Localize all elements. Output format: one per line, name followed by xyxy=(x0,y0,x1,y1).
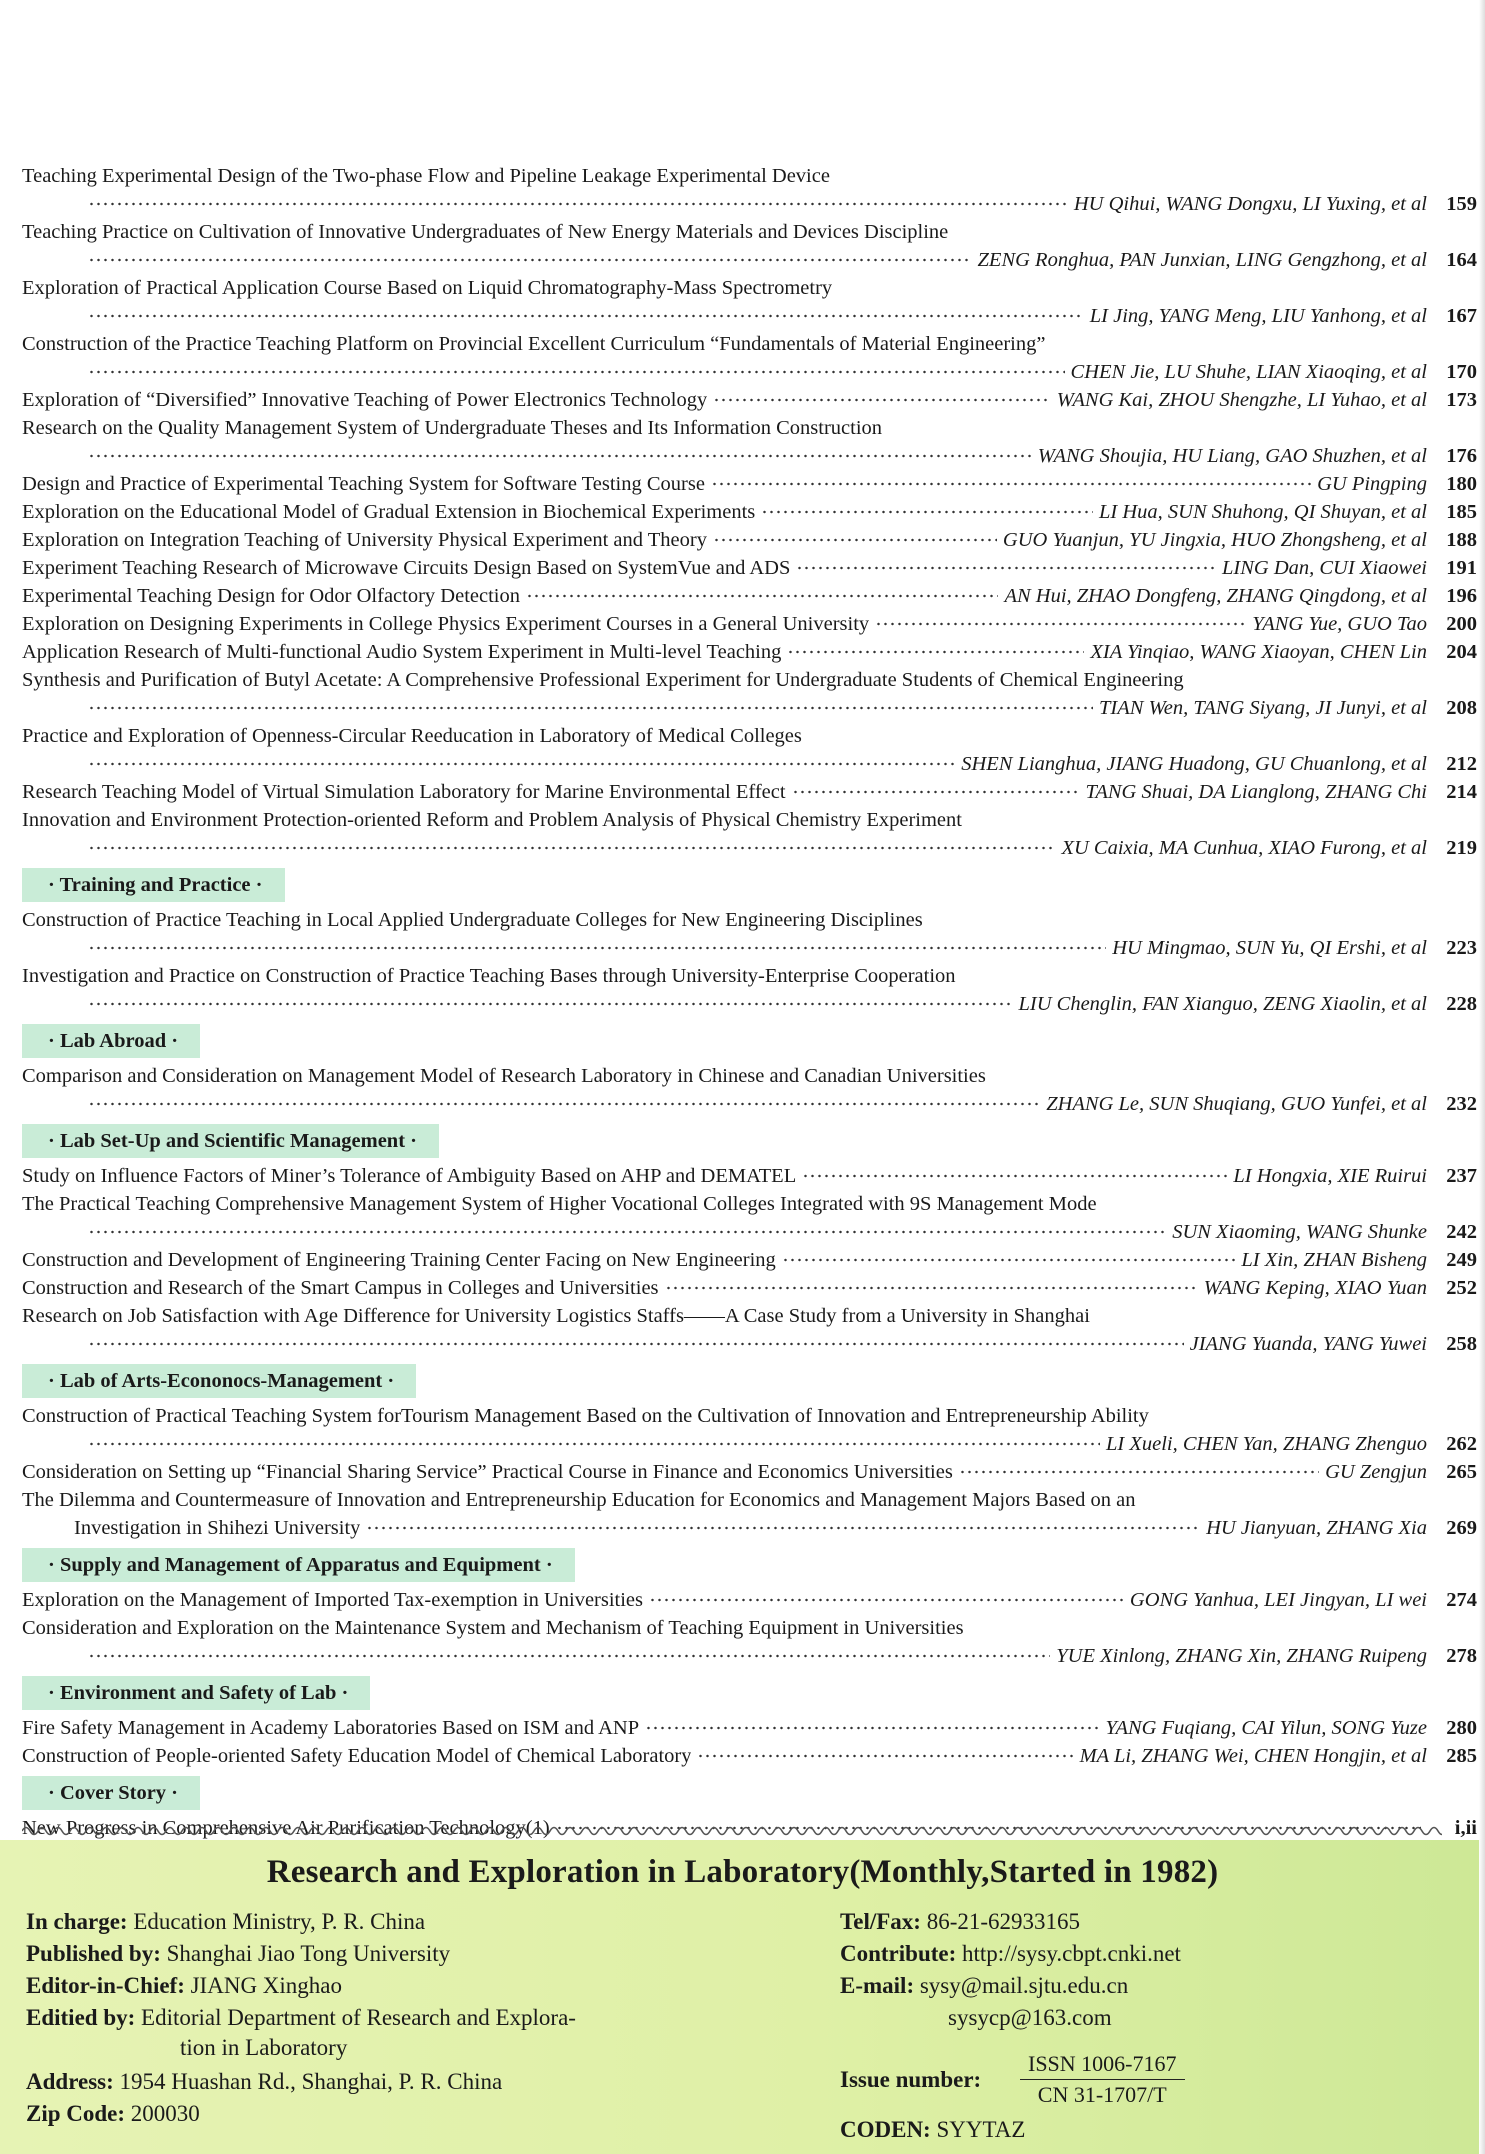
entry-authors xyxy=(1019,990,1428,1018)
entry-title: Teaching Practice on Cultivation of Innovative Undergraduates of New Energy Materials and Devices Discipline xyxy=(22,221,949,243)
toc-entry[interactable] xyxy=(22,470,1477,498)
entry-line xyxy=(22,610,1477,638)
entry-et-al: et al xyxy=(1391,193,1427,215)
entry-title: Synthesis and Purification of Butyl Acetate: A Comprehensive Professional Experiment for Undergraduate Students of Chemical Engineering xyxy=(22,669,1184,691)
publisher-row: Published by: Shanghai Jiao Tong University xyxy=(26,1941,451,1966)
toc-entry[interactable] xyxy=(22,218,1477,274)
section-header: · Lab Abroad · xyxy=(22,1024,200,1058)
toc-entry[interactable] xyxy=(22,1062,1477,1118)
entry-author-line xyxy=(22,1642,1477,1670)
toc-entry[interactable] xyxy=(22,554,1477,582)
entry-line xyxy=(22,1458,1477,1486)
leader-dots xyxy=(88,844,1055,852)
leader-dots xyxy=(782,1256,1236,1264)
leader-dots xyxy=(665,1284,1198,1292)
entry-author-line xyxy=(22,1218,1477,1246)
entry-author-line xyxy=(22,1090,1477,1118)
leader-dots xyxy=(875,620,1246,628)
entry-page-number: 214 xyxy=(1446,781,1477,803)
entry-authors xyxy=(1090,302,1427,330)
entry-title: The Dilemma and Countermeasure of Innovation and Entrepreneurship Education for Economics and Management Majors Based on an xyxy=(22,1489,1136,1511)
entry-title: Research on the Quality Management System of Undergraduate Theses and Its Information Construction xyxy=(22,417,883,439)
entry-page-number: 167 xyxy=(1446,305,1477,327)
entry-author-names: MA Li, ZHANG Wei, CHEN Hongjin, xyxy=(1079,1745,1386,1767)
entry-author-names: WANG Shoujia, HU Liang, GAO Shuzhen, xyxy=(1037,445,1386,467)
entry-author-line xyxy=(22,834,1477,862)
entry-author-names: XIA Yinqiao, WANG Xiaoyan, CHEN Lin xyxy=(1090,641,1427,663)
entry-page-number: 274 xyxy=(1446,1589,1477,1611)
entry-page-number: i,ii xyxy=(1454,1817,1477,1839)
leader-dots xyxy=(88,760,955,768)
entry-author-names: GUO Yuanjun, YU Jingxia, HUO Zhongsheng, xyxy=(1002,529,1386,551)
entry-authors xyxy=(961,750,1427,778)
entry-title: Construction of Practice Teaching in Local Applied Undergraduate Colleges for New Engineering Disciplines xyxy=(22,909,923,931)
entry-authors xyxy=(1206,1514,1427,1542)
entry-author-names: LIU Chenglin, FAN Xianguo, ZENG Xiaolin, xyxy=(1018,993,1386,1015)
entry-author-line xyxy=(22,190,1477,218)
entry-authors xyxy=(1106,1430,1427,1458)
entry-title-line xyxy=(22,1402,1452,1430)
entry-authors xyxy=(1061,834,1427,862)
entry-authors xyxy=(1325,1458,1427,1486)
section-header: · Lab Set-Up and Scientific Management · xyxy=(22,1124,439,1158)
entry-title: Design and Practice of Experimental Teaching System for Software Testing Course xyxy=(22,473,705,495)
entry-authors xyxy=(1085,778,1427,806)
entry-line xyxy=(22,526,1477,554)
entry-title: Consideration and Exploration on the Maintenance System and Mechanism of Teaching Equipment in Universities xyxy=(22,1617,964,1639)
section-header-row xyxy=(22,1670,1477,1714)
entry-line xyxy=(22,582,1477,610)
toc-entry[interactable] xyxy=(22,582,1477,610)
toc-entry[interactable] xyxy=(22,162,1477,218)
toc-entry[interactable] xyxy=(22,666,1477,722)
entry-page-number: 185 xyxy=(1446,501,1477,523)
leader-dots xyxy=(88,1228,1166,1236)
entry-et-al: et al xyxy=(1391,389,1427,411)
section-header-row xyxy=(22,1770,1477,1814)
entry-author-names: WANG Keping, XIAO Yuan xyxy=(1203,1277,1427,1299)
email-row-2: sysycp@163.com xyxy=(948,2005,1112,2030)
entry-page-number: 285 xyxy=(1446,1745,1477,1767)
entry-et-al: et al xyxy=(1391,305,1427,327)
entry-author-names: TANG Shuai, DA Lianglong, ZHANG Chi xyxy=(1085,781,1427,803)
entry-title-line xyxy=(22,962,1452,990)
entry-author-line xyxy=(22,1514,1477,1542)
toc-entry[interactable] xyxy=(22,806,1477,862)
entry-author-names: SHEN Lianghua, JIANG Huadong, GU Chuanlong, xyxy=(961,753,1386,775)
toc-entry[interactable] xyxy=(22,1274,1477,1302)
entry-title: Investigation and Practice on Construction of Practice Teaching Bases through University-Enterprise Cooperation xyxy=(22,965,956,987)
leader-dots xyxy=(88,1100,1040,1108)
entry-title-line xyxy=(22,666,1452,694)
entry-et-al: et al xyxy=(1391,1093,1427,1115)
entry-page-number: 265 xyxy=(1446,1461,1477,1483)
entry-title-line xyxy=(22,414,1452,442)
toc-entry[interactable] xyxy=(22,274,1477,330)
edited-by-row-cont: tion in Laboratory xyxy=(180,2035,348,2060)
entry-title-line xyxy=(22,218,1452,246)
leader-dots xyxy=(88,704,1093,712)
toc-entry[interactable] xyxy=(22,962,1477,1018)
entry-authors xyxy=(1099,694,1427,722)
entry-authors xyxy=(1317,470,1427,498)
entry-title: Research Teaching Model of Virtual Simulation Laboratory for Marine Environmental Effect xyxy=(22,781,786,803)
entry-authors xyxy=(1074,190,1427,218)
entry-authors xyxy=(1004,582,1427,610)
entry-author-names: LI Xin, ZHAN Bisheng xyxy=(1241,1249,1427,1271)
leader-dots xyxy=(88,1000,1013,1008)
cn-number: CN 31-1707/T xyxy=(1037,2082,1167,2107)
entry-author-names: YUE Xinlong, ZHANG Xin, ZHANG Ruipeng xyxy=(1056,1645,1427,1667)
entry-author-names: HU Mingmao, SUN Yu, QI Ershi, xyxy=(1112,937,1386,959)
entry-authors xyxy=(1222,554,1427,582)
toc-entry[interactable] xyxy=(22,414,1477,470)
toc-entry[interactable] xyxy=(22,526,1477,554)
entry-line xyxy=(22,1742,1477,1770)
entry-title-line xyxy=(22,1614,1452,1642)
entry-authors xyxy=(1056,1642,1427,1670)
toc-entry[interactable] xyxy=(22,1458,1477,1486)
entry-title: Innovation and Environment Protection-oriented Reform and Problem Analysis of Physical Chemistry Experiment xyxy=(22,809,962,831)
toc-entry[interactable] xyxy=(22,1402,1477,1458)
coden-row: CODEN: SYYTAZ xyxy=(840,2117,1026,2142)
section-header-row xyxy=(22,1358,1477,1402)
leader-dots xyxy=(88,312,1084,320)
entry-page-number: 237 xyxy=(1446,1165,1477,1187)
leader-dots xyxy=(88,944,1106,952)
entry-title-line xyxy=(22,906,1452,934)
entry-page-number: 164 xyxy=(1446,249,1477,271)
entry-page-number: 212 xyxy=(1446,753,1477,775)
entry-line xyxy=(22,554,1477,582)
entry-authors xyxy=(1038,442,1427,470)
entry-author-line xyxy=(22,990,1477,1018)
entry-et-al: et al xyxy=(1391,837,1427,859)
toc-entry[interactable] xyxy=(22,722,1477,778)
leader-dots xyxy=(88,256,972,264)
entry-title: Construction of Practical Teaching System forTourism Management Based on the Cultivation of Innovation and Entrepreneurship Ability xyxy=(22,1405,1149,1427)
leader-dots xyxy=(88,200,1068,208)
entry-author-names: YANG Fuqiang, CAI Yilun, SONG Yuze xyxy=(1105,1717,1427,1739)
entry-title: Teaching Experimental Design of the Two-phase Flow and Pipeline Leakage Experimental Device xyxy=(22,165,830,187)
leader-dots xyxy=(649,1596,1124,1604)
entry-author-names: TIAN Wen, TANG Siyang, JI Junyi, xyxy=(1099,697,1386,719)
entry-authors xyxy=(1130,1586,1427,1614)
entry-author-names: CHEN Jie, LU Shuhe, LIAN Xiaoqing, xyxy=(1070,361,1386,383)
entry-page-number: 280 xyxy=(1446,1717,1477,1739)
edited-by-row: Editied by: Editorial Department of Research and Explora- xyxy=(26,2005,576,2030)
entry-author-names: LING Dan, CUI Xiaowei xyxy=(1222,557,1427,579)
entry-author-names: JIANG Yuanda, YANG Yuwei xyxy=(1189,1333,1427,1355)
entry-page-number: 180 xyxy=(1446,473,1477,495)
entry-author-line xyxy=(22,934,1477,962)
entry-authors xyxy=(1071,358,1427,386)
entry-line xyxy=(22,778,1477,806)
entry-title: Construction and Development of Engineering Training Center Facing on New Engineering xyxy=(22,1249,776,1271)
entry-title-line xyxy=(22,806,1452,834)
entry-authors xyxy=(1172,1218,1427,1246)
entry-et-al: et al xyxy=(1391,249,1427,271)
section-header: · Training and Practice · xyxy=(22,868,285,902)
entry-title: Construction of People-oriented Safety Education Model of Chemical Laboratory xyxy=(22,1745,692,1767)
entry-authors xyxy=(1003,526,1427,554)
entry-authors xyxy=(1233,1162,1427,1190)
wave-line xyxy=(22,1828,1442,1835)
leader-dots xyxy=(88,1440,1100,1448)
toc-entry[interactable] xyxy=(22,1246,1477,1274)
issue-number-box xyxy=(1020,2049,1185,2110)
section-header: · Cover Story · xyxy=(22,1776,200,1810)
entry-title: Construction of the Practice Teaching Platform on Provincial Excellent Curriculum “Fundamentals of Material Engineering” xyxy=(22,333,1046,355)
entry-page-number: 208 xyxy=(1446,697,1477,719)
leader-dots xyxy=(787,648,1084,656)
toc-entry[interactable] xyxy=(22,330,1477,386)
entry-author-line xyxy=(22,442,1477,470)
entry-et-al: et al xyxy=(1391,501,1427,523)
toc-entry[interactable] xyxy=(22,1302,1477,1358)
section-header: · Lab of Arts-Econonocs-Management · xyxy=(22,1364,416,1398)
editor-row: Editor-in-Chief: JIANG Xinghao xyxy=(26,1973,343,1998)
entry-line xyxy=(22,386,1477,414)
entry-title: Exploration of “Diversified” Innovative Teaching of Power Electronics Technology xyxy=(22,389,708,411)
entry-title: Consideration on Setting up “Financial Sharing Service” Practical Course in Finance and Economics Universities xyxy=(22,1461,953,1483)
leader-dots xyxy=(959,1468,1319,1476)
entry-authors xyxy=(1241,1246,1427,1274)
entry-et-al: et al xyxy=(1391,1745,1427,1767)
entry-line xyxy=(22,1246,1477,1274)
entry-page-number: 258 xyxy=(1446,1333,1477,1355)
entry-title: The Practical Teaching Comprehensive Management System of Higher Vocational Colleges Integrated with 9S Management Mode xyxy=(22,1193,1097,1215)
entry-line xyxy=(22,1162,1477,1190)
leader-dots xyxy=(88,1652,1050,1660)
entry-page-number: 159 xyxy=(1446,193,1477,215)
journal-title: Research and Exploration in Laboratory(Monthly,Started in 1982) xyxy=(266,1854,1219,1890)
entry-author-names: GU Zengjun xyxy=(1325,1461,1427,1483)
entry-author-names: GU Pingping xyxy=(1317,473,1427,495)
entry-title: New Progress in Comprehensive Air Purification Technology(1) xyxy=(22,1817,550,1839)
entry-page-number: 223 xyxy=(1446,937,1477,959)
entry-et-al: et al xyxy=(1391,361,1427,383)
entry-title-line xyxy=(22,1190,1452,1218)
entry-author-names: XU Caixia, MA Cunhua, XIAO Furong, xyxy=(1061,837,1386,859)
leader-dots xyxy=(366,1524,1200,1532)
entry-author-names: LI Jing, YANG Meng, LIU Yanhong, xyxy=(1089,305,1386,327)
entry-et-al: et al xyxy=(1391,753,1427,775)
address-row: Address: 1954 Huashan Rd., Shanghai, P. R. China xyxy=(26,2069,503,2094)
leader-dots xyxy=(88,1340,1184,1348)
leader-dots xyxy=(88,368,1065,376)
entry-title: Study on Influence Factors of Miner’s Tolerance of Ambiguity Based on AHP and DEMATEL xyxy=(22,1165,797,1187)
entry-page-number: 200 xyxy=(1446,613,1477,635)
entry-author-names: AN Hui, ZHAO Dongfeng, ZHANG Qingdong, xyxy=(1004,585,1386,607)
toc-entry[interactable] xyxy=(22,778,1477,806)
entry-author-names: LI Hongxia, XIE Ruirui xyxy=(1233,1165,1427,1187)
toc-entry[interactable] xyxy=(22,1586,1477,1614)
entry-title: Research on Job Satisfaction with Age Difference for University Logistics Staffs——A Case Study from a University in Shanghai xyxy=(22,1305,1090,1327)
section-header-row xyxy=(22,1542,1477,1586)
entry-title-line xyxy=(22,722,1452,750)
in-charge-row: In charge: Education Ministry, P. R. China xyxy=(26,1909,426,1934)
leader-dots xyxy=(711,480,1311,488)
entry-line xyxy=(22,498,1477,526)
entry-title: Exploration on the Management of Imported Tax-exemption in Universities xyxy=(22,1589,644,1611)
section-header: · Supply and Management of Apparatus and Equipment · xyxy=(22,1548,575,1582)
entry-title: Comparison and Consideration on Management Model of Research Laboratory in Chinese and Canadian Universities xyxy=(22,1065,986,1087)
entry-page-number: 219 xyxy=(1446,837,1477,859)
issue-number-label: Issue number: xyxy=(840,2067,982,2092)
entry-line xyxy=(22,1714,1477,1742)
section-header-row xyxy=(22,1118,1477,1162)
toc-entry[interactable] xyxy=(22,1742,1477,1770)
entry-author-line xyxy=(22,694,1477,722)
entry-author-line xyxy=(22,1430,1477,1458)
entry-page-number: 204 xyxy=(1446,641,1477,663)
leader-dots xyxy=(713,396,1051,404)
entry-author-line xyxy=(22,358,1477,386)
entry-author-line xyxy=(22,1330,1477,1358)
leader-dots xyxy=(645,1724,1099,1732)
toc-entry[interactable] xyxy=(22,1614,1477,1670)
entry-title-continued: Investigation in Shihezi University xyxy=(74,1517,361,1539)
entry-title-line xyxy=(22,1486,1452,1514)
entry-title-line xyxy=(22,330,1452,358)
leader-dots xyxy=(697,1752,1073,1760)
toc-entry[interactable] xyxy=(22,638,1477,666)
page-spine-edge xyxy=(1479,0,1485,2154)
entry-page-number: 269 xyxy=(1446,1517,1477,1539)
entry-line xyxy=(22,1586,1477,1614)
entry-author-names: ZHANG Le, SUN Shuqiang, GUO Yunfei, xyxy=(1046,1093,1386,1115)
entry-author-line xyxy=(22,246,1477,274)
leader-dots xyxy=(88,452,1032,460)
entry-authors xyxy=(1046,1090,1427,1118)
issn: ISSN 1006-7167 xyxy=(1020,2049,1185,2080)
leader-dots xyxy=(796,564,1216,572)
entry-title: Fire Safety Management in Academy Laboratories Based on ISM and ANP xyxy=(22,1717,640,1739)
entry-title: Exploration on Designing Experiments in College Physics Experiment Courses in a General University xyxy=(22,613,870,635)
entry-et-al: et al xyxy=(1391,993,1427,1015)
entry-title: Application Research of Multi-functional Audio System Experiment in Multi-level Teaching xyxy=(22,641,782,663)
toc-entry[interactable] xyxy=(22,498,1477,526)
entry-et-al: et al xyxy=(1391,529,1427,551)
leader-dots xyxy=(792,788,1080,796)
entry-page-number: 242 xyxy=(1446,1221,1477,1243)
leader-dots xyxy=(802,1172,1227,1180)
entry-authors xyxy=(1106,1714,1427,1742)
entry-title: Exploration on the Educational Model of Gradual Extension in Biochemical Experiments xyxy=(22,501,756,523)
entry-author-line xyxy=(22,302,1477,330)
wave-divider xyxy=(22,1822,1442,1840)
toc-entry[interactable] xyxy=(22,1714,1477,1742)
entry-title-line xyxy=(22,274,1452,302)
entry-author-names: HU Jianyuan, ZHANG Xia xyxy=(1206,1517,1427,1539)
entry-page-number: 176 xyxy=(1446,445,1477,467)
entry-title: Experiment Teaching Research of Microwave Circuits Design Based on SystemVue and ADS xyxy=(22,557,791,579)
entry-page-number: 262 xyxy=(1446,1433,1477,1455)
entry-title-line xyxy=(22,162,1452,190)
leader-dots xyxy=(526,592,998,600)
entry-author-names: WANG Kai, ZHOU Shengzhe, LI Yuhao, xyxy=(1056,389,1386,411)
toc-entry[interactable] xyxy=(22,1486,1477,1542)
entry-author-line xyxy=(22,750,1477,778)
entry-et-al: et al xyxy=(1391,445,1427,467)
entry-author-names: ZENG Ronghua, PAN Junxian, LING Gengzhong, xyxy=(977,249,1386,271)
entry-authors xyxy=(1099,498,1427,526)
entry-author-names: GONG Yanhua, LEI Jingyan, LI wei xyxy=(1129,1589,1427,1611)
section-header-row xyxy=(22,1018,1477,1062)
toc-entry[interactable] xyxy=(22,386,1477,414)
entry-title: Exploration of Practical Application Course Based on Liquid Chromatography-Mass Spectrometry xyxy=(22,277,833,299)
entry-et-al: et al xyxy=(1391,585,1427,607)
entry-title: Experimental Teaching Design for Odor Olfactory Detection xyxy=(22,585,520,607)
contribute-row: Contribute: http://sysy.cbpt.cnki.net xyxy=(840,1941,1181,1966)
table-of-contents xyxy=(22,162,1477,1842)
email-row: E-mail: sysy@mail.sjtu.edu.cn xyxy=(840,1973,1129,1998)
section-header-row xyxy=(22,862,1477,906)
entry-page-number: 232 xyxy=(1446,1093,1477,1115)
entry-line xyxy=(22,1274,1477,1302)
entry-page-number: 196 xyxy=(1446,585,1477,607)
leader-dots xyxy=(713,536,997,544)
toc-entry[interactable] xyxy=(22,906,1477,962)
entry-title-line xyxy=(22,1302,1452,1330)
entry-author-names: SUN Xiaoming, WANG Shunke xyxy=(1172,1221,1427,1243)
entry-authors xyxy=(1080,1742,1427,1770)
entry-et-al: et al xyxy=(1391,697,1427,719)
entry-page-number: 278 xyxy=(1446,1645,1477,1667)
entry-author-names: HU Qihui, WANG Dongxu, LI Yuxing, xyxy=(1073,193,1386,215)
entry-authors xyxy=(1190,1330,1427,1358)
leader-dots xyxy=(761,508,1093,516)
toc-entry[interactable] xyxy=(22,1190,1477,1246)
entry-title: Construction and Research of the Smart Campus in Colleges and Universities xyxy=(22,1277,659,1299)
entry-line xyxy=(22,638,1477,666)
entry-author-names: LI Xueli, CHEN Yan, ZHANG Zhenguo xyxy=(1105,1433,1427,1455)
entry-page-number: 252 xyxy=(1446,1277,1477,1299)
telfax-row: Tel/Fax: 86-21-62933165 xyxy=(840,1909,1081,1934)
entry-title: Practice and Exploration of Openness-Circular Reeducation in Laboratory of Medical Colleges xyxy=(22,725,802,747)
toc-entry[interactable] xyxy=(22,1162,1477,1190)
entry-authors xyxy=(1112,934,1427,962)
entry-author-names: YANG Yue, GUO Tao xyxy=(1252,613,1427,635)
entry-title: Exploration on Integration Teaching of University Physical Experiment and Theory xyxy=(22,529,707,551)
entry-et-al: et al xyxy=(1391,937,1427,959)
section-header: · Environment and Safety of Lab · xyxy=(22,1676,370,1710)
entry-authors xyxy=(1057,386,1427,414)
zip-row: Zip Code: 200030 xyxy=(26,2101,200,2126)
entry-page-number: 188 xyxy=(1446,529,1477,551)
entry-authors xyxy=(1252,610,1427,638)
entry-line xyxy=(22,470,1477,498)
entry-page-number: 249 xyxy=(1446,1249,1477,1271)
entry-page-number: 228 xyxy=(1446,993,1477,1015)
entry-page-number: 173 xyxy=(1446,389,1477,411)
journal-info-footer xyxy=(0,1840,1485,2154)
entry-author-names: LI Hua, SUN Shuhong, QI Shuyan, xyxy=(1099,501,1386,523)
entry-authors xyxy=(1204,1274,1427,1302)
toc-entry[interactable] xyxy=(22,610,1477,638)
entry-page-number: 170 xyxy=(1446,361,1477,383)
entry-authors xyxy=(1090,638,1427,666)
entry-page-number: 191 xyxy=(1446,557,1477,579)
entry-authors xyxy=(978,246,1427,274)
entry-title-line xyxy=(22,1062,1452,1090)
